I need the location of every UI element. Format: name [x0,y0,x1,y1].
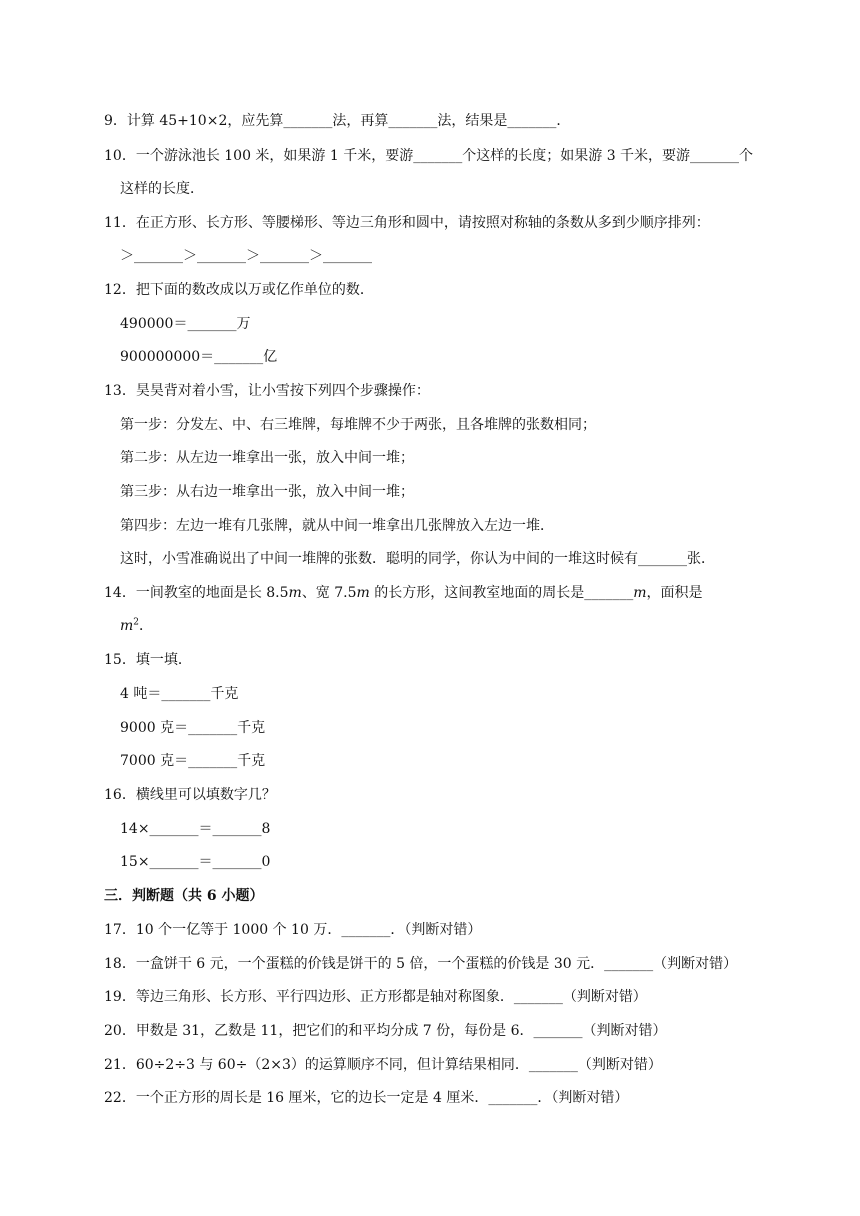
question-13-step-2: 第二步：从左边一堆拿出一张，放入中间一堆； [120,450,414,466]
question-11-line2: ＞_______＞_______＞_______＞_______ [120,248,372,264]
question-10-line1: 10．一个游泳池长 100 米，如果游 1 千米，要游_______个这样的长度；如果游 3 千米，要游_______个 [104,148,754,164]
question-9: 9．计算 45+10×2，应先算_______法，再算_______法，结果是_______． [104,113,571,129]
question-13-ending: 这时，小雪准确说出了中间一堆牌的张数．聪明的同学，你认为中间的一堆这时候有_______张． [120,551,715,567]
question-14-line2 [120,617,153,635]
section-3-heading: 三．判断题（共 6 小题） [104,888,264,904]
q14-unit-2: m [356,585,370,601]
question-12: 12．把下面的数改成以万或亿作单位的数． [104,282,374,298]
question-10-line2: 这样的长度． [120,181,204,197]
question-16-item-a: 14×_______＝_______8 [120,821,271,837]
question-11-line1: 11．在正方形、长方形、等腰梯形、等边三角形和圆中，请按照对称轴的条数从多到少顺序排列： [104,215,710,231]
q14-unit-area: m [120,618,134,634]
question-13-step-4: 第四步：左边一堆有几张牌，就从中间一堆拿出几张牌放入左边一堆． [120,518,554,534]
question-15-item-a: 4 吨＝_______千克 [120,686,239,702]
question-15: 15．填一填． [104,652,192,668]
q14-unit-1: m [288,585,302,601]
question-15-item-c: 7000 克＝_______千克 [120,753,266,769]
question-13-step-1: 第一步：分发左、中、右三堆牌，每堆牌不少于两张，且各堆牌的张数相同； [120,417,596,433]
q14-unit-3: m [633,585,647,601]
q14-text-4: ，面积是 [646,585,703,601]
question-13: 13．昊昊背对着小雪，让小雪按下列四个步骤操作： [104,383,430,399]
question-16: 16．横线里可以填数字几？ [104,787,276,803]
question-12-item-b: 900000000＝_______亿 [120,349,278,365]
q14-text-1: 14．一间教室的地面是长 8.5 [104,585,289,601]
q14-end: ． [139,618,154,634]
question-18: 18．一盒饼干 6 元，一个蛋糕的价钱是饼干的 5 倍，一个蛋糕的价钱是 30 元．_______（判断对错） [104,956,738,972]
question-19: 19．等边三角形、长方形、平行四边形、正方形都是轴对称图象．_______（判断对错） [104,989,647,1005]
q14-text-2: 、宽 7.5 [301,585,357,601]
question-14-line1 [104,584,703,602]
question-20: 20．甲数是 31，乙数是 11，把它们的和平均分成 7 份，每份是 6．_______（判断对错） [104,1023,667,1039]
question-12-item-a: 490000＝_______万 [120,316,251,332]
q14-unit-exponent: 2 [133,617,140,628]
question-17: 17．10 个一亿等于 1000 个 10 万．_______．（判断对错） [104,922,482,938]
question-16-item-b: 15×_______＝_______0 [120,854,271,870]
question-13-step-3: 第三步：从右边一堆拿出一张，放入中间一堆； [120,484,414,500]
question-21: 21．60÷2÷3 与 60÷（2×3）的运算顺序不同，但计算结果相同．_______（判断对错） [104,1057,662,1073]
q14-text-3: 的长方形，这间教室地面的周长是_______ [369,585,634,601]
question-15-item-b: 9000 克＝_______千克 [120,720,266,736]
question-22: 22．一个正方形的周长是 16 厘米，它的边长一定是 4 厘米．_______．（判断对错） [104,1090,629,1106]
